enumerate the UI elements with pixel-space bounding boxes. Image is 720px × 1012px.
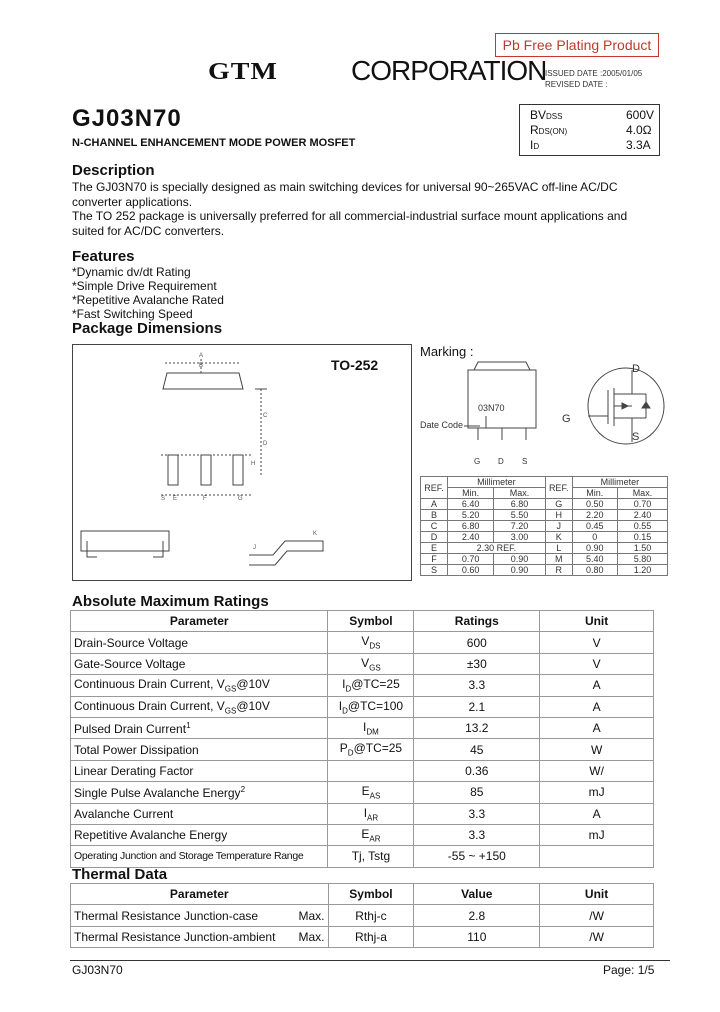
table-row: Continuous Drain Current, $V_{GS}@10V$ $I_D@TC=100$ 2.1 A xyxy=(71,696,654,717)
abs-max-table xyxy=(70,610,654,868)
features-list xyxy=(72,265,224,321)
package-drawing-box xyxy=(72,344,412,581)
col-header: Parameter xyxy=(71,884,329,905)
dim-mm-header: Millimeter xyxy=(572,477,667,488)
features-heading: Features xyxy=(72,248,135,265)
symbol-pin-label: D xyxy=(632,363,640,375)
feature-item: *Fast Switching Speed xyxy=(72,307,193,321)
table-row: Single Pulse Avalanche Energy$^2$ $E_{AS}$ 85 mJ xyxy=(71,782,654,803)
feature-item: *Dynamic dv/dt Rating xyxy=(72,265,191,279)
marking-drawing xyxy=(418,360,668,470)
col-header: Ratings xyxy=(414,611,540,632)
dim-ref-header: REF. xyxy=(421,477,448,499)
table-row: S 0.60 0.90 R 0.80 1.20 xyxy=(421,565,668,576)
table-row: Operating Junction and Storage Temperature Range Tj, Tstg -55 ~ +150 xyxy=(71,846,654,867)
spec-summary-box xyxy=(519,104,660,156)
col-header: Unit xyxy=(540,884,654,905)
col-header: Unit xyxy=(540,611,654,632)
spec-row: BVDSS 600V xyxy=(530,108,655,122)
col-header: Symbol xyxy=(328,884,414,905)
symbol-pin-label: G xyxy=(562,413,571,425)
table-row: E 2.30 REF. L 0.90 1.50 xyxy=(421,543,668,554)
table-row: D 2.40 3.00 K 0 0.15 xyxy=(421,532,668,543)
dim-max-header: Max. xyxy=(617,488,667,499)
dim-max-header: Max. xyxy=(494,488,545,499)
table-row: Gate-Source Voltage $V_{GS}$ ±30 V xyxy=(71,653,654,674)
table-row: Linear Derating Factor 0.36 W/ xyxy=(71,760,654,781)
pb-free-badge: Pb Free Plating Product xyxy=(495,33,659,57)
spec-row: ID 3.3A xyxy=(530,138,651,152)
dim-label: F xyxy=(203,496,207,502)
issue-dates xyxy=(545,68,642,90)
col-header: Value xyxy=(414,884,540,905)
pin-label: G xyxy=(474,457,481,466)
dim-label: E xyxy=(173,496,178,502)
table-row: Continuous Drain Current, $V_{GS}@10V$ $I_D@TC=25$ 3.3 A xyxy=(71,675,654,696)
marking-label: Marking : xyxy=(420,344,474,359)
description-heading: Description xyxy=(72,162,155,179)
marking-text: 03N70 xyxy=(478,403,505,413)
symbol-pin-label: S xyxy=(632,431,640,443)
pin-label: D xyxy=(498,457,504,466)
pin-label: S xyxy=(522,457,528,466)
dim-label: G xyxy=(238,496,243,502)
revised-date: REVISED DATE : xyxy=(545,80,608,89)
dim-label: B xyxy=(199,363,204,369)
table-row: Thermal Resistance Junction-case Max. Rthj-c 2.8 /W xyxy=(71,905,654,926)
spec-row: RDS(ON) 4.0Ω xyxy=(530,123,652,137)
corporation-text: CORPORATION xyxy=(351,55,547,86)
description-text xyxy=(72,180,652,238)
table-row: Repetitive Avalanche Energy $E_{AR}$ 3.3 mJ xyxy=(71,824,654,845)
dim-label: S xyxy=(161,496,166,502)
company-logo: GTM xyxy=(208,58,278,85)
thermal-table xyxy=(70,883,654,948)
table-row: C 6.80 7.20 J 0.45 0.55 xyxy=(421,521,668,532)
col-header: Parameter xyxy=(71,611,328,632)
issued-date: ISSUED DATE :2005/01/05 xyxy=(545,69,643,78)
table-row: Total Power Dissipation $P_D@TC=25$ 45 W xyxy=(71,739,654,760)
part-number: GJ03N70 xyxy=(72,105,182,132)
table-row: B 5.20 5.50 H 2.20 2.40 xyxy=(421,510,668,521)
description-p1: The GJ03N70 is specially designed as main switching devices for universal 90~265VAC off-line AC/DC converter applications. xyxy=(72,180,618,209)
table-row: Pulsed Drain Current$^1$ $I_{DM}$ 13.2 A xyxy=(71,717,654,738)
feature-item: *Repetitive Avalanche Rated xyxy=(72,293,224,307)
footer-part: GJ03N70 xyxy=(72,963,123,977)
dim-ref-header: REF. xyxy=(545,477,572,499)
package-heading: Package Dimensions xyxy=(72,320,223,337)
footer-divider xyxy=(70,960,670,961)
table-row: Avalanche Current $I_{AR}$ 3.3 A xyxy=(71,803,654,824)
feature-item: *Simple Drive Requirement xyxy=(72,279,217,293)
footer-page: Page: 1/5 xyxy=(603,963,655,977)
table-row: Drain-Source Voltage $V_{DS}$ 600 V xyxy=(71,632,654,653)
table-row: Thermal Resistance Junction-ambient Max. Rthj-a 110 /W xyxy=(71,926,654,947)
dim-label: H xyxy=(251,461,256,467)
dim-label: C xyxy=(263,413,268,419)
dim-min-header: Min. xyxy=(572,488,617,499)
dim-label: D xyxy=(263,441,268,447)
abs-max-heading: Absolute Maximum Ratings xyxy=(72,593,269,610)
dimension-table xyxy=(420,476,668,576)
dim-min-header: Min. xyxy=(448,488,494,499)
date-code-label: Date Code xyxy=(420,420,464,430)
part-subtitle: N-CHANNEL ENHANCEMENT MODE POWER MOSFET xyxy=(72,137,356,149)
table-row: A 6.40 6.80 G 0.50 0.70 xyxy=(421,499,668,510)
description-p2: The TO 252 package is universally preferred for all commercial-industrial surface mount applications and suited for AC/DC converters. xyxy=(72,209,628,238)
table-row: F 0.70 0.90 M 5.40 5.80 xyxy=(421,554,668,565)
col-header: Symbol xyxy=(328,611,414,632)
dim-label: J xyxy=(253,545,256,551)
dim-mm-header: Millimeter xyxy=(448,477,546,488)
dim-label: A xyxy=(199,353,204,359)
package-outline-drawing xyxy=(73,345,411,580)
package-type: TO-252 xyxy=(331,357,379,373)
dim-label: K xyxy=(313,531,318,537)
thermal-heading: Thermal Data xyxy=(72,866,168,883)
